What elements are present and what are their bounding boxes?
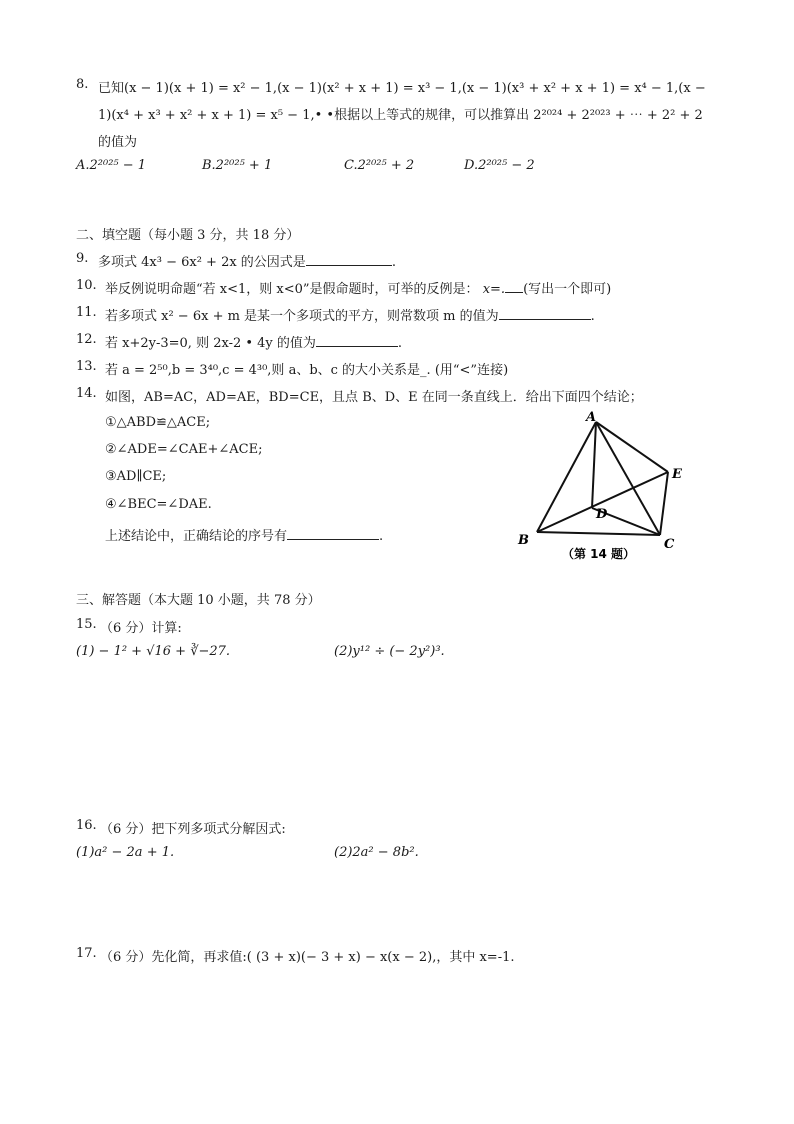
q8-option-a: A.2²⁰²⁵ − 1	[76, 158, 147, 173]
q16-part-1: (1)a² − 2a + 1.	[76, 845, 175, 860]
point-label-e: E	[672, 467, 682, 482]
segment-bc	[537, 532, 660, 535]
q16-heading: （6 分）把下列多项式分解因式:	[100, 822, 286, 837]
q14-statement-1: ①△ABD≌△ACE;	[105, 415, 211, 430]
q14-number: 14.	[76, 386, 97, 401]
q10-answer-blank[interactable]	[505, 280, 523, 293]
q8-text-line3: 的值为	[98, 135, 138, 150]
q14-conclusion: 上述结论中，正确结论的序号有 .	[105, 529, 384, 544]
q9-number: 9.	[76, 251, 89, 266]
q13-number: 13.	[76, 359, 97, 374]
q14-statement-3: ③AD∥CE;	[105, 469, 167, 484]
q10-number: 10.	[76, 278, 97, 293]
figure-caption: （第 14 题）	[562, 547, 636, 561]
q9-answer-blank[interactable]	[306, 253, 392, 266]
q15-part-1: (1) − 1² + √16 + ∛−27.	[76, 644, 231, 659]
segment-ab	[537, 422, 596, 532]
segment-ce	[660, 472, 668, 535]
q11-number: 11.	[76, 305, 97, 320]
q8-option-b: B.2²⁰²⁵ + 1	[202, 158, 273, 173]
q17-text: （6 分）先化简，再求值:( (3 + x)(− 3 + x) − x(x − 2),，其中 x=-1.	[100, 950, 515, 965]
point-label-d: D	[596, 507, 608, 522]
point-label-b: B	[518, 533, 529, 548]
q8-option-d: D.2²⁰²⁵ − 2	[464, 158, 535, 173]
section-2-title: 二、填空题（每小题 3 分，共 18 分）	[76, 228, 300, 243]
q8-text-line1: 已知(x − 1)(x + 1) = x² − 1,(x − 1)(x² + x + 1) = x³ − 1,(x − 1)(x³ + x² + x + 1) = x⁴ − 1,(x −	[98, 81, 706, 96]
q11-text: 若多项式 x² − 6x + m 是某一个多项式的平方，则常数项 m 的值为 .	[105, 309, 595, 324]
point-label-c: C	[664, 537, 675, 552]
q9-text: 多项式 4x³ − 6x² + 2x 的公因式是 .	[98, 255, 396, 270]
q14-statement-4: ④∠BEC=∠DAE.	[105, 497, 212, 512]
q11-answer-blank[interactable]	[499, 307, 591, 320]
q14-geometry-figure	[512, 408, 692, 568]
q12-number: 12.	[76, 332, 97, 347]
q13-text: 若 a = 2⁵⁰,b = 3⁴⁰,c = 4³⁰,则 a、b、c 的大小关系是_. (用“<”连接)	[105, 363, 509, 378]
point-label-a: A	[586, 410, 597, 425]
q12-answer-blank[interactable]	[316, 334, 398, 347]
q8-option-c: C.2²⁰²⁵ + 2	[344, 158, 415, 173]
q15-heading: （6 分）计算:	[100, 621, 182, 636]
section-3-title: 三、解答题（本大题 10 小题，共 78 分）	[76, 593, 321, 608]
q14-statement-2: ②∠ADE=∠CAE+∠ACE;	[105, 442, 263, 457]
q15-number: 15.	[76, 617, 97, 632]
q14-answer-blank[interactable]	[287, 527, 379, 540]
segment-be	[537, 472, 668, 532]
q14-intro: 如图，AB=AC，AD=AE，BD=CE，且点 B、D、E 在同一条直线上．给出下面四个结论；	[105, 390, 643, 405]
q8-text-line2: 1)(x⁴ + x³ + x² + x + 1) = x⁵ − 1,• •根据以上等式的规律，可以推算出 2²⁰²⁴ + 2²⁰²³ + ⋯ + 2² + 2	[98, 108, 703, 123]
segment-ae	[596, 422, 668, 472]
q12-text: 若 x+2y-3=0, 则 2x-2 • 4y 的值为 .	[105, 336, 403, 351]
q10-text: 举反例说明命题“若 x<1，则 x<0”是假命题时，可举的反例是： x=. (写出一个即可)	[105, 282, 612, 297]
q8-number: 8.	[76, 77, 89, 92]
q16-part-2: (2)2a² − 8b².	[334, 845, 419, 860]
q15-part-2: (2)y¹² ÷ (− 2y²)³.	[334, 644, 445, 659]
q17-number: 17.	[76, 946, 97, 961]
q16-number: 16.	[76, 818, 97, 833]
segment-ad	[592, 422, 596, 508]
